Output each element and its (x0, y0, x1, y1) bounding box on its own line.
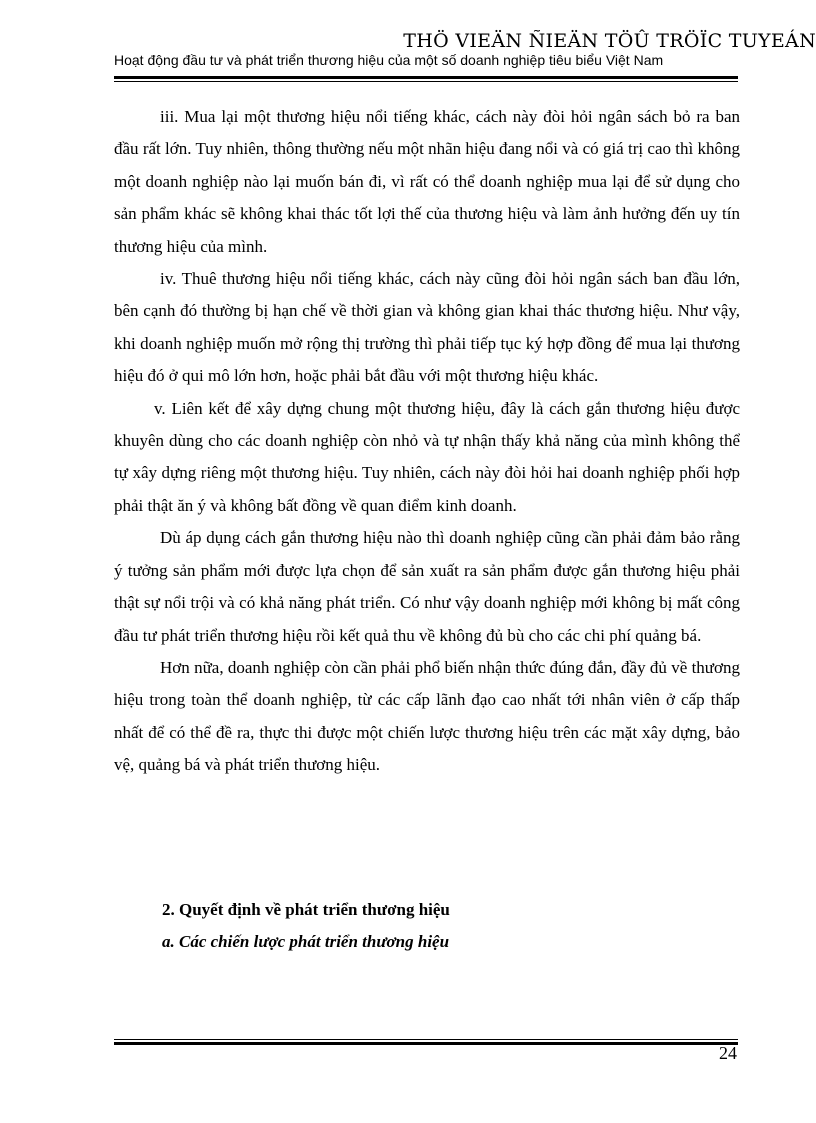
paragraph-iv: iv. Thuê thương hiệu nổi tiếng khác, cách này cũng đòi hỏi ngân sách ban đầu lớn, bên cạnh đó thường bị hạn chế về thời gian và không gian khai thác thương hiệu. Như vậy, khi doanh nghiệp muốn mở rộng thị trường thì phải tiếp tục ký hợp đồng để mua lại thương hiệu đó ở qui mô lớn hơn, hoặc phải bắt đầu với một thương hiệu khác. (114, 269, 740, 386)
paragraph-awareness: Hơn nữa, doanh nghiệp còn cần phải phổ biến nhận thức đúng đắn, đầy đủ về thương hiệu trong toàn thể doanh nghiệp, từ các cấp lãnh đạo cao nhất tới nhân viên ở cấp thấp nhất để có thể đề ra, thực thi được một chiến lược thương hiệu trên các mặt xây dựng, bảo vệ, quảng bá và phát triển thương hiệu. (114, 657, 740, 775)
header-rule-thick (114, 76, 738, 79)
footer-rule (114, 1039, 738, 1045)
running-header-title: Hoạt động đầu tư và phát triển thương hiệu của một số doanh nghiệp tiêu biểu Việt Nam (114, 52, 664, 68)
paragraph-conclusion: Dù áp dụng cách gắn thương hiệu nào thì doanh nghiệp cũng cần phải đảm bảo rằng ý tưởng sản phẩm mới được lựa chọn để sản xuất ra sản phẩm được gắn thương hiệu phải thật sự nổi trội và có khả năng phát triển. Có như vậy doanh nghiệp mới không bị mất công đầu tư phát triển thương hiệu rồi kết quả thu về không đủ bù cho các chi phí quảng bá. (114, 528, 740, 645)
footer-rule-thick (114, 1042, 738, 1045)
paragraph-iii: iii. Mua lại một thương hiệu nổi tiếng khác, cách này đòi hỏi ngân sách bỏ ra ban đầu rất lớn. Tuy nhiên, thông thường nếu một nhãn hiệu đang nổi và có giá trị cao thì không một doanh nghiệp nào lại muốn bán đi, vì rất có thể doanh nghiệp mua lại để sử dụng cho sản phẩm khác sẽ không khai thác tốt lợi thế của thương hiệu và làm ảnh hưởng đến uy tín thương hiệu của mình. (114, 107, 740, 256)
paragraph-v: v. Liên kết để xây dựng chung một thương hiệu, đây là cách gắn thương hiệu được khuyên dùng cho các doanh nghiệp còn nhỏ và tự nhận thấy khả năng của mình không thể tự xây dựng riêng một thương hiệu. Tuy nhiên, cách này đòi hỏi hai doanh nghiệp phối hợp phải thật ăn ý và không bất đồng về quan điểm kinh doanh. (114, 398, 740, 515)
subsection-heading: a. Các chiến lược phát triển thương hiệu (162, 932, 450, 951)
footer-rule-thin (114, 1039, 738, 1040)
page-number: 24 (719, 1043, 737, 1063)
library-watermark: THÖ VIEÄN ÑIEÄN TÖÛ TRÖÏC TUYEÁN (403, 30, 816, 52)
header-rule (114, 76, 738, 82)
section-heading: 2. Quyết định về phát triển thương hiệu (162, 900, 450, 919)
body-text (114, 101, 740, 782)
header-rule-thin (114, 81, 738, 82)
